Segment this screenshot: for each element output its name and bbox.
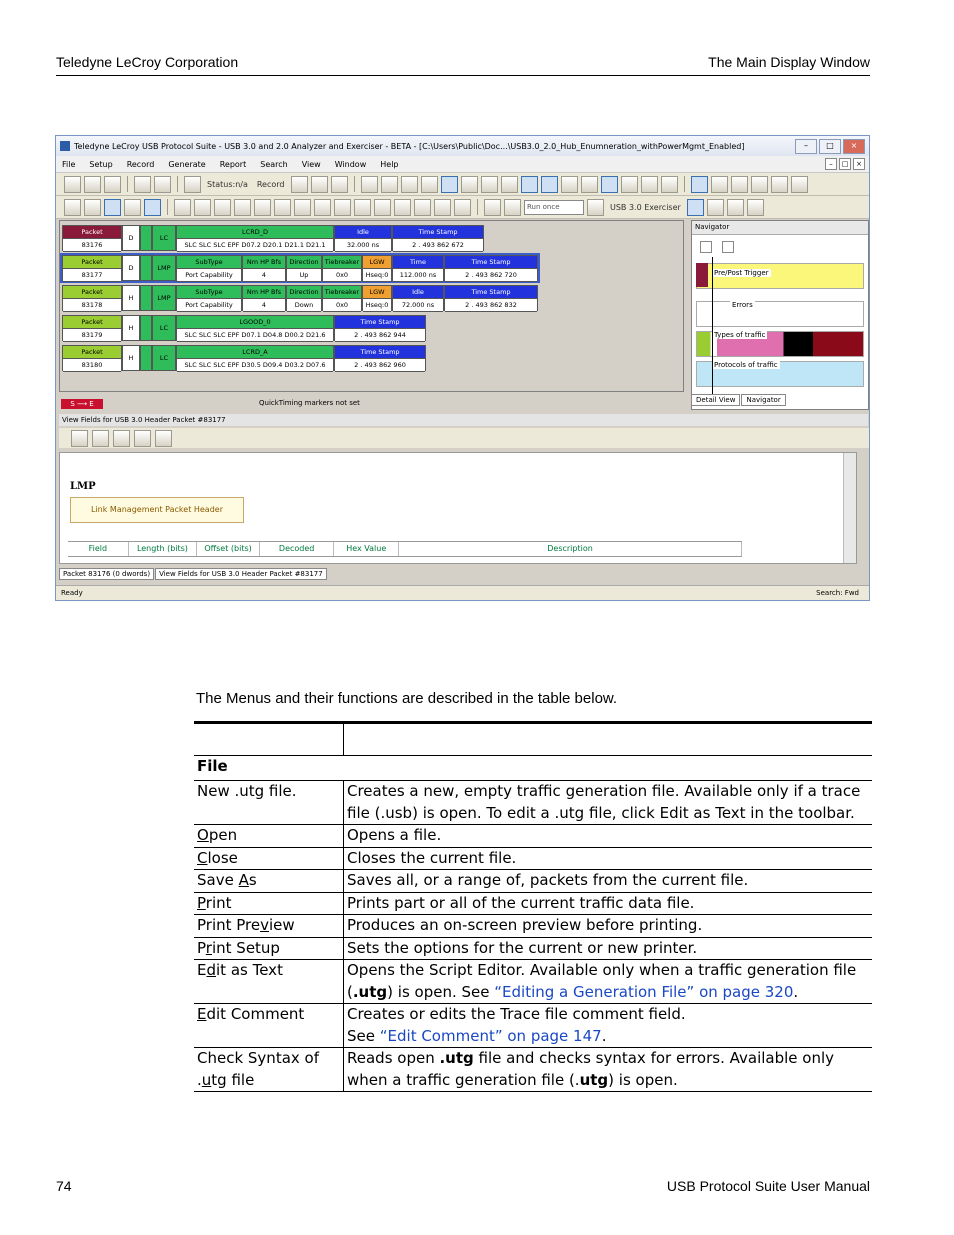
packet-field — [176, 345, 334, 371]
table-row — [194, 781, 872, 825]
table-header-row — [194, 723, 872, 756]
record-label[interactable]: Record — [256, 179, 285, 189]
packet-direction: H — [122, 315, 140, 341]
bottom-tabs — [59, 568, 327, 580]
packet-field-header: Time Stamp — [393, 226, 483, 239]
status-icon[interactable] — [184, 176, 201, 193]
packet-field — [322, 255, 362, 281]
page-header-right: The Main Display Window — [708, 54, 870, 70]
save-icon[interactable] — [84, 176, 101, 193]
filter-icon[interactable] — [381, 176, 398, 193]
packet-field-header: LCRD_D — [177, 226, 333, 239]
list-icon[interactable] — [124, 199, 141, 216]
up-icon[interactable] — [354, 199, 371, 216]
status-search: Search: Fwd — [816, 589, 859, 597]
packet-field-value: SLC SLC SLC EPF D30.5 D09.4 D03.2 D07.6 — [177, 359, 333, 372]
packet-field-value: 2 . 493 862 720 — [445, 269, 537, 282]
packet-field-value: 4 — [243, 269, 285, 282]
window-title-bar — [56, 136, 869, 156]
packet-row[interactable] — [62, 255, 538, 281]
italic-icon[interactable] — [504, 199, 521, 216]
stats-icon[interactable] — [481, 176, 498, 193]
packet-type: LMP — [152, 285, 176, 311]
panel-3-icon[interactable] — [727, 199, 744, 216]
packet-symbol — [140, 345, 152, 371]
packet-field-header: Direction — [287, 256, 321, 269]
menu-record[interactable]: Record — [126, 159, 155, 169]
packet-field — [62, 225, 122, 251]
xfr-icon[interactable] — [731, 176, 748, 193]
menu-item-name: Close — [194, 847, 344, 870]
menu-item-description: Saves all, or a range of, packets from the current file. — [344, 870, 873, 893]
packet-field-header: Time Stamp — [445, 256, 537, 269]
menu-item-description: Produces an on-screen preview before printing. — [344, 915, 873, 938]
fields-scrollbar[interactable] — [843, 453, 856, 563]
packet-row[interactable] — [62, 225, 484, 251]
intro-text: The Menus and their functions are described in the table below. — [196, 690, 618, 707]
hide-icon[interactable] — [254, 199, 271, 216]
menu-item-name: New .utg file. — [194, 781, 344, 825]
app-icon — [60, 141, 70, 151]
nav-tool-icon[interactable] — [700, 241, 712, 253]
stop-icon[interactable] — [291, 176, 308, 193]
packet-field-value: 4 — [243, 299, 285, 312]
mdi-controls — [825, 158, 865, 170]
fields-body[interactable] — [59, 452, 857, 564]
lightning-icon[interactable] — [661, 176, 678, 193]
view-icon[interactable] — [361, 176, 378, 193]
packet-field-header: Nm HP Bfs — [243, 286, 285, 299]
packet-field-value: SLC SLC SLC EPF D07.1 D04.8 D00.2 D21.6 — [177, 329, 333, 342]
packet-field — [444, 285, 538, 311]
errors-label: Errors — [732, 301, 753, 309]
speed-3-icon[interactable] — [234, 199, 251, 216]
tab-detail-view[interactable]: Detail View — [691, 394, 740, 406]
toolbar-separator — [684, 176, 685, 192]
window-controls — [795, 139, 865, 154]
tab-navigator[interactable]: Navigator — [741, 394, 785, 406]
trace-view[interactable] — [59, 220, 684, 392]
toolbar-separator — [177, 176, 178, 192]
menu-file[interactable]: File — [62, 159, 76, 169]
packet-field-value: Hseq:0 — [363, 269, 391, 282]
navigator-cursor[interactable] — [712, 257, 713, 397]
table-row — [194, 1048, 872, 1092]
packet-field — [286, 255, 322, 281]
col-field: Field — [68, 542, 129, 556]
table-row — [194, 1004, 872, 1048]
status-label: Status:n/a — [207, 179, 248, 189]
menu-item-description: Prints part or all of the current traffic data file. — [344, 892, 873, 915]
packet-field-value: 2 . 493 862 832 — [445, 299, 537, 312]
packet-field — [392, 225, 484, 251]
col-decoded: Decoded — [260, 542, 335, 556]
grid-icon[interactable] — [441, 176, 458, 193]
packet-field — [176, 255, 242, 281]
toolbar-separator — [354, 176, 355, 192]
wrap-icon[interactable] — [104, 199, 121, 216]
manual-title: USB Protocol Suite User Manual — [666, 1178, 870, 1194]
packet-type: LMP — [152, 255, 176, 281]
menu-generate[interactable]: Generate — [168, 159, 206, 169]
marker-icon[interactable] — [394, 199, 411, 216]
packet-field-value: Port Capability — [177, 269, 241, 282]
menu-item-name: Print — [194, 892, 344, 915]
menubar — [56, 156, 869, 173]
packet-field-header: Time Stamp — [445, 286, 537, 299]
window-title: Teledyne LeCroy USB Protocol Suite - USB 3.0 and 2.0 Analyzer and Exerciser - BETA - [C:\Users\Public\Doc...\USB3.0_2.0_Hub_Enumneration_withPowerMgmt_Enabled] — [74, 141, 745, 151]
toolbar-1 — [56, 173, 869, 196]
minimize-icon[interactable]: – — [795, 139, 817, 154]
filter-2-icon[interactable] — [314, 199, 331, 216]
packet-field — [176, 225, 334, 251]
scsi-icon[interactable] — [791, 176, 808, 193]
packet-field-value: 0x0 — [323, 269, 361, 282]
types-label: Types of traffic — [714, 331, 766, 339]
packet-field-value: Hseq:0 — [363, 299, 391, 312]
down-icon[interactable] — [374, 199, 391, 216]
bold-icon[interactable] — [484, 199, 501, 216]
menu-item-description: Creates or edits the Trace file comment field. See “Edit Comment” on page 147. — [344, 1004, 873, 1048]
menu-item-name: Print Setup — [194, 937, 344, 960]
open-icon[interactable] — [64, 176, 81, 193]
tab-packet[interactable]: Packet 83176 (0 dwords) — [59, 568, 154, 580]
menu-help[interactable]: Help — [380, 159, 399, 169]
ptr-icon[interactable] — [771, 176, 788, 193]
packet-symbol — [140, 255, 152, 281]
menu-report[interactable]: Report — [219, 159, 247, 169]
packet-field — [62, 315, 122, 341]
app-screenshot — [55, 135, 870, 601]
col-offset: Offset (bits) — [197, 542, 260, 556]
protocols-label: Protocols of traffic — [714, 361, 778, 369]
packet-type: LC — [152, 225, 176, 251]
table-row — [194, 960, 872, 1004]
packet-symbol — [140, 315, 152, 341]
packet-field-value: 83177 — [63, 269, 121, 282]
marker-4-icon[interactable] — [454, 199, 471, 216]
packet-field-header: Nm HP Bfs — [243, 256, 285, 269]
packet-field-value: 83179 — [63, 329, 121, 342]
mdi-close-icon[interactable]: × — [853, 158, 865, 170]
menu-item-description: Sets the options for the current or new printer. — [344, 937, 873, 960]
packet-field-header: Direction — [287, 286, 321, 299]
menu-item-description: Closes the current file. — [344, 847, 873, 870]
packet-field-header: LGOOD_0 — [177, 316, 333, 329]
binoculars-icon[interactable] — [174, 199, 191, 216]
col-description: Description — [399, 542, 742, 556]
packet-type: LC — [152, 345, 176, 371]
back-arrow-icon[interactable] — [92, 430, 109, 447]
bus-icon[interactable] — [421, 176, 438, 193]
packet-field-header: LCRD_A — [177, 346, 333, 359]
menu-item-description: Reads open .utg file and checks syntax for errors. Available only when a traffic generation file (.utg) is open. — [344, 1048, 873, 1092]
se-badge[interactable]: S ⟶ E — [61, 399, 103, 409]
fields-tool-icon[interactable] — [155, 430, 172, 447]
packet-field-value: 83176 — [63, 239, 121, 252]
packet-field-value: 2 . 493 862 672 — [393, 239, 483, 252]
table-section-row — [194, 756, 872, 781]
speed-2-icon[interactable] — [214, 199, 231, 216]
packet-field — [362, 255, 392, 281]
packet-field-header: Packet — [63, 346, 121, 359]
packet-type: LC — [152, 315, 176, 341]
packet-field-header: Time Stamp — [335, 346, 425, 359]
toolbar-separator — [167, 199, 168, 215]
col-hex: Hex Value — [334, 542, 399, 556]
packet-field-value: 0x0 — [323, 299, 361, 312]
packet-field-header: Packet — [63, 286, 121, 299]
navigator-tabs — [691, 394, 786, 406]
maximize-icon[interactable]: □ — [819, 139, 841, 154]
page-number: 74 — [56, 1178, 72, 1194]
toolbar-2 — [56, 196, 869, 219]
exerciser-icon[interactable] — [587, 199, 604, 216]
xfr2-icon[interactable] — [751, 176, 768, 193]
monitor-icon[interactable] — [621, 176, 638, 193]
timing-icon[interactable] — [501, 176, 518, 193]
packet-field — [392, 285, 444, 311]
packet-row[interactable] — [62, 315, 426, 341]
packet-field-value: SLC SLC SLC EPF D07.2 D20.1 D21.1 D21.1 — [177, 239, 333, 252]
menu-item-description: Opens the Script Editor. Available only when a traffic generation file (.utg) is open. See “Editing a Generation File” on page 320. — [344, 960, 873, 1004]
packet-field-value: 2 . 493 862 960 — [335, 359, 425, 372]
packet-field-header: Idle — [393, 286, 443, 299]
menu-item-name: Edit Comment — [194, 1004, 344, 1048]
marker-2-icon[interactable] — [414, 199, 431, 216]
packet-field-value: 83180 — [63, 359, 121, 372]
menu-item-name: Edit as Text — [194, 960, 344, 1004]
menu-item-name: Check Syntax of .utg file — [194, 1048, 344, 1092]
table-row — [194, 937, 872, 960]
tab-view-fields[interactable]: View Fields for USB 3.0 Header Packet #83177 — [155, 568, 327, 580]
panel-2-icon[interactable] — [707, 199, 724, 216]
packet-field — [334, 345, 426, 371]
package-icon[interactable] — [641, 176, 658, 193]
packet-field-header: SubType — [177, 256, 241, 269]
tra-icon[interactable] — [711, 176, 728, 193]
table-row — [194, 915, 872, 938]
packet-field — [62, 255, 122, 281]
packet-field-header: Packet — [63, 226, 121, 239]
layout-icon[interactable] — [581, 176, 598, 193]
packet-field — [286, 285, 322, 311]
hide-3-icon[interactable] — [294, 199, 311, 216]
packet-field-value: Port Capability — [177, 299, 241, 312]
toolbar-separator — [127, 176, 128, 192]
header-rule — [56, 75, 870, 76]
exerciser-label[interactable]: USB 3.0 Exerciser — [610, 202, 681, 212]
packet-field — [392, 255, 444, 281]
packet-symbol — [140, 285, 152, 311]
menu-view[interactable]: View — [301, 159, 321, 169]
fields-table-header — [68, 541, 742, 557]
page-header-left: Teledyne LeCroy Corporation — [56, 54, 239, 70]
packet-row[interactable] — [62, 285, 538, 311]
pkt-icon[interactable] — [691, 176, 708, 193]
navigator-pane[interactable] — [691, 220, 869, 410]
trigger-icon[interactable] — [154, 176, 171, 193]
warning-icon[interactable] — [401, 176, 418, 193]
packet-field-value: Up — [287, 269, 321, 282]
status-ready: Ready — [61, 589, 83, 597]
menu-item-name: Save As — [194, 870, 344, 893]
fields-binoculars-icon[interactable] — [134, 430, 151, 447]
packet-field-value: 72.000 ns — [393, 299, 443, 312]
packet-field — [242, 285, 286, 311]
packet-field-header: Time Stamp — [335, 316, 425, 329]
toolbar-separator — [477, 199, 478, 215]
zoom-in-icon[interactable] — [64, 199, 81, 216]
packet-symbol — [140, 225, 152, 251]
packet-field-value: 83178 — [63, 299, 121, 312]
close-icon[interactable]: × — [843, 139, 865, 154]
zoom-out-icon[interactable] — [84, 199, 101, 216]
filter-3-icon[interactable] — [334, 199, 351, 216]
run-once-dropdown[interactable]: Run once — [524, 200, 584, 215]
packet-field-value: 2 . 493 862 944 — [335, 329, 425, 342]
panel-icon[interactable] — [687, 199, 704, 216]
window-icon[interactable] — [601, 176, 618, 193]
packet-field — [176, 315, 334, 341]
menu-item-description: Opens a file. — [344, 825, 873, 848]
packet-field — [176, 285, 242, 311]
quicktiming-strip — [59, 398, 687, 410]
marker-3-icon[interactable] — [434, 199, 451, 216]
navigator-title: Navigator — [692, 221, 868, 235]
pre-post-trigger-label: Pre/Post Trigger — [714, 269, 769, 277]
packet-field-header: Tiebreaker — [323, 256, 361, 269]
packet-field-header: Packet — [63, 316, 121, 329]
mdi-restore-icon[interactable]: □ — [839, 158, 851, 170]
find-next-icon[interactable] — [194, 199, 211, 216]
table-row — [194, 892, 872, 915]
table-header-cell — [194, 723, 344, 756]
packet-direction: D — [122, 255, 140, 281]
packet-direction: D — [122, 225, 140, 251]
packet-field — [322, 285, 362, 311]
packet-field — [334, 315, 426, 341]
upload-icon[interactable] — [311, 176, 328, 193]
section-file: File — [194, 756, 872, 781]
packet-field-header: Time — [393, 256, 443, 269]
packet-direction: H — [122, 345, 140, 371]
packet-field-value: 112.000 ns — [393, 269, 443, 282]
expand-icon[interactable] — [541, 176, 558, 193]
packet-field — [62, 285, 122, 311]
table-row — [194, 825, 872, 848]
compare-icon[interactable] — [521, 176, 538, 193]
packet-field-header: Tiebreaker — [323, 286, 361, 299]
forward-arrow-icon[interactable] — [113, 430, 130, 447]
table-row — [194, 870, 872, 893]
menu-search[interactable]: Search — [260, 159, 288, 169]
hide-2-icon[interactable] — [274, 199, 291, 216]
packet-field-header: LGW — [363, 286, 391, 299]
report-icon[interactable] — [331, 176, 348, 193]
packet-field-value: 32.000 ns — [335, 239, 391, 252]
table-header-cell — [344, 723, 873, 756]
fields-pane-title: View Fields for USB 3.0 Header Packet #83177 — [59, 414, 868, 426]
col-length: Length (bits) — [129, 542, 198, 556]
menu-item-name: Open — [194, 825, 344, 848]
battery-icon[interactable] — [561, 176, 578, 193]
lmp-header-box[interactable]: Link Management Packet Header — [70, 497, 244, 523]
nav-tool-2-icon[interactable] — [722, 241, 734, 253]
chart-icon[interactable] — [461, 176, 478, 193]
packet-field-header: LGW — [363, 256, 391, 269]
packet-field-header: Packet — [63, 256, 121, 269]
trigger-region — [696, 263, 708, 287]
lmp-title: LMP — [70, 481, 96, 492]
packet-direction: H — [122, 285, 140, 311]
mdi-minimize-icon[interactable]: – — [825, 158, 837, 170]
packet-field — [362, 285, 392, 311]
menu-table — [194, 721, 872, 1092]
setup-icon[interactable] — [134, 176, 151, 193]
details-icon[interactable] — [144, 199, 161, 216]
packet-field — [62, 345, 122, 371]
packet-field-header: SubType — [177, 286, 241, 299]
packet-field-value: Down — [287, 299, 321, 312]
table-row — [194, 847, 872, 870]
menu-setup[interactable]: Setup — [89, 159, 113, 169]
fields-save-icon[interactable] — [71, 430, 88, 447]
menu-item-description: Creates a new, empty traffic generation file. Available only if a trace file (.usb) is open. To edit a .utg file, click Edit as Text in the toolbar. — [344, 781, 873, 825]
packet-field — [334, 225, 392, 251]
quicktiming-text: QuickTiming markers not set — [259, 399, 360, 407]
edit-icon[interactable] — [104, 176, 121, 193]
fields-toolbar — [59, 428, 870, 448]
menu-window[interactable]: Window — [334, 159, 367, 169]
packet-row[interactable] — [62, 345, 426, 371]
status-bar — [56, 585, 869, 601]
packet-field-header: Idle — [335, 226, 391, 239]
packet-field — [242, 255, 286, 281]
errors-bar — [696, 301, 864, 327]
menu-item-name: Print Preview — [194, 915, 344, 938]
packet-field — [444, 255, 538, 281]
panel-4-icon[interactable] — [747, 199, 764, 216]
